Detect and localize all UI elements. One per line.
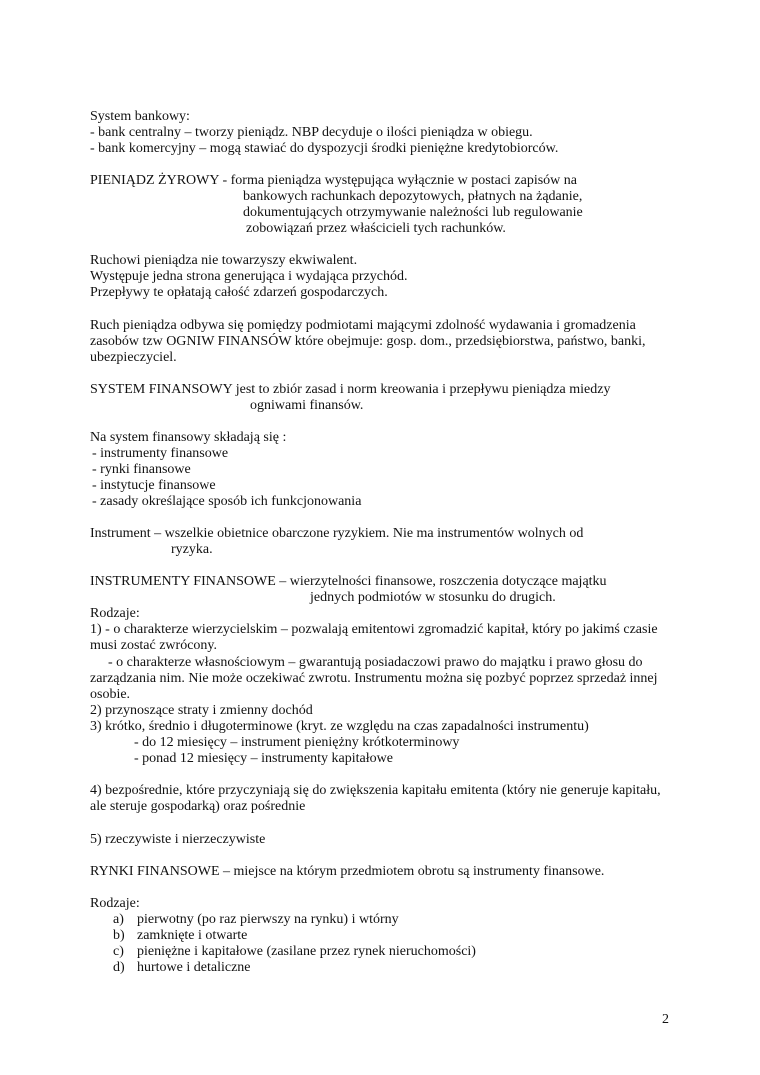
instrument-definition-line: ryzyka. [171,542,213,557]
list-item: - zasady określające sposób ich funkcjonowania [92,494,362,509]
instrumenty-type-line: osobie. [90,687,131,702]
system-definition-line: ogniwami finansów. [250,398,364,413]
zyrowy-definition-line: zobowiązań przez właścicieli tych rachunków. [246,221,506,236]
list-marker: c) [113,944,124,959]
ruch-paragraph-line: Ruch pieniądza odbywa się pomiędzy podmiotami mającymi zdolność wydawania i gromadzenia [90,318,636,333]
list-item: zamknięte i otwarte [137,928,248,943]
commercial-bank-line: - bank komercyjny – mogą stawiać do dyspozycji środki pieniężne kredytobiorców. [90,141,559,156]
instrumenty-type-line: 3) krótko, średnio i długoterminowe (kryt. ze względu na czas zapadalności instrumentu) [90,719,589,734]
ruchowi-line: Przepływy te opłatają całość zdarzeń gospodarczych. [90,285,388,300]
rynki-types-heading: Rodzaje: [90,896,140,911]
instrumenty-type-line: - o charakterze własnościowym – gwarantują posiadaczowi prawo do majątku i prawo głosu do [108,655,643,670]
instrumenty-type-line: musi zostać zwrócony. [90,638,217,653]
instrumenty-type-line: 4) bezpośrednie, które przyczyniają się do zwiększenia kapitału emitenta (który nie generuje kapitału, [90,783,661,798]
system-components-heading: Na system finansowy składają się : [90,430,287,445]
instrument-definition-line: Instrument – wszelkie obietnice obarczone ryzykiem. Nie ma instrumentów wolnych od [90,526,584,541]
instrumenty-subtype-line: - do 12 miesięcy – instrument pieniężny krótkoterminowy [134,735,460,750]
list-marker: a) [113,912,124,927]
list-item: pieniężne i kapitałowe (zasilane przez rynek nieruchomości) [137,944,476,959]
rynki-definition-line: RYNKI FINANSOWE – miejsce na którym przedmiotem obrotu są instrumenty finansowe. [90,864,605,879]
zyrowy-definition-line: bankowych rachunkach depozytowych, płatnych na żądanie, [243,189,583,204]
instrumenty-type-line: ale steruje gospodarką) oraz pośrednie [90,799,306,814]
list-item: - instytucje finansowe [92,478,216,493]
ruchowi-line: Ruchowi pieniądza nie towarzyszy ekwiwalent. [90,253,358,268]
instrumenty-type-line: zarządzania nim. Nie może oczekiwać zwrotu. Instrumentu można się pozbyć poprzez sprzedaż innej [90,671,658,686]
instrumenty-type-line: 2) przynoszące straty i zmienny dochód [90,703,313,718]
zyrowy-definition-line: dokumentujących otrzymywanie należności lub regulowanie [243,205,583,220]
instrumenty-definition-line: INSTRUMENTY FINANSOWE – wierzytelności finansowe, roszczenia dotyczące majątku [90,574,607,589]
instrumenty-type-line: 5) rzeczywiste i nierzeczywiste [90,832,266,847]
list-item: - rynki finansowe [92,462,191,477]
list-item: hurtowe i detaliczne [137,960,251,975]
list-item: pierwotny (po raz pierwszy na rynku) i wtórny [137,912,399,927]
instrumenty-subtype-line: - ponad 12 miesięcy – instrumenty kapitałowe [134,751,393,766]
system-definition-line: SYSTEM FINANSOWY jest to zbiór zasad i norm kreowania i przepływu pieniądza miedzy [90,382,611,397]
ruch-paragraph-line: ubezpieczyciel. [90,350,177,365]
list-marker: d) [113,960,125,975]
instrumenty-definition-line: jednych podmiotów w stosunku do drugich. [310,590,556,605]
ruchowi-line: Występuje jedna strona generująca i wydająca przychód. [90,269,408,284]
list-marker: b) [113,928,125,943]
ruch-paragraph-line: zasobów tzw OGNIW FINANSÓW które obejmuje: gosp. dom., przedsiębiorstwa, państwo, banki, [90,334,646,349]
central-bank-line: - bank centralny – tworzy pieniądz. NBP decyduje o ilości pieniądza w obiegu. [90,125,533,140]
list-item: - instrumenty finansowe [92,446,229,461]
page-number: 2 [662,1012,669,1027]
instrumenty-types-heading: Rodzaje: [90,606,140,621]
banking-system-heading: System bankowy: [90,109,190,124]
zyrowy-definition-line: PIENIĄDZ ŻYROWY - forma pieniądza występująca wyłącznie w postaci zapisów na [90,173,577,188]
instrumenty-type-line: 1) - o charakterze wierzycielskim – pozwalają emitentowi zgromadzić kapitał, który po jakimś czasie [90,622,658,637]
